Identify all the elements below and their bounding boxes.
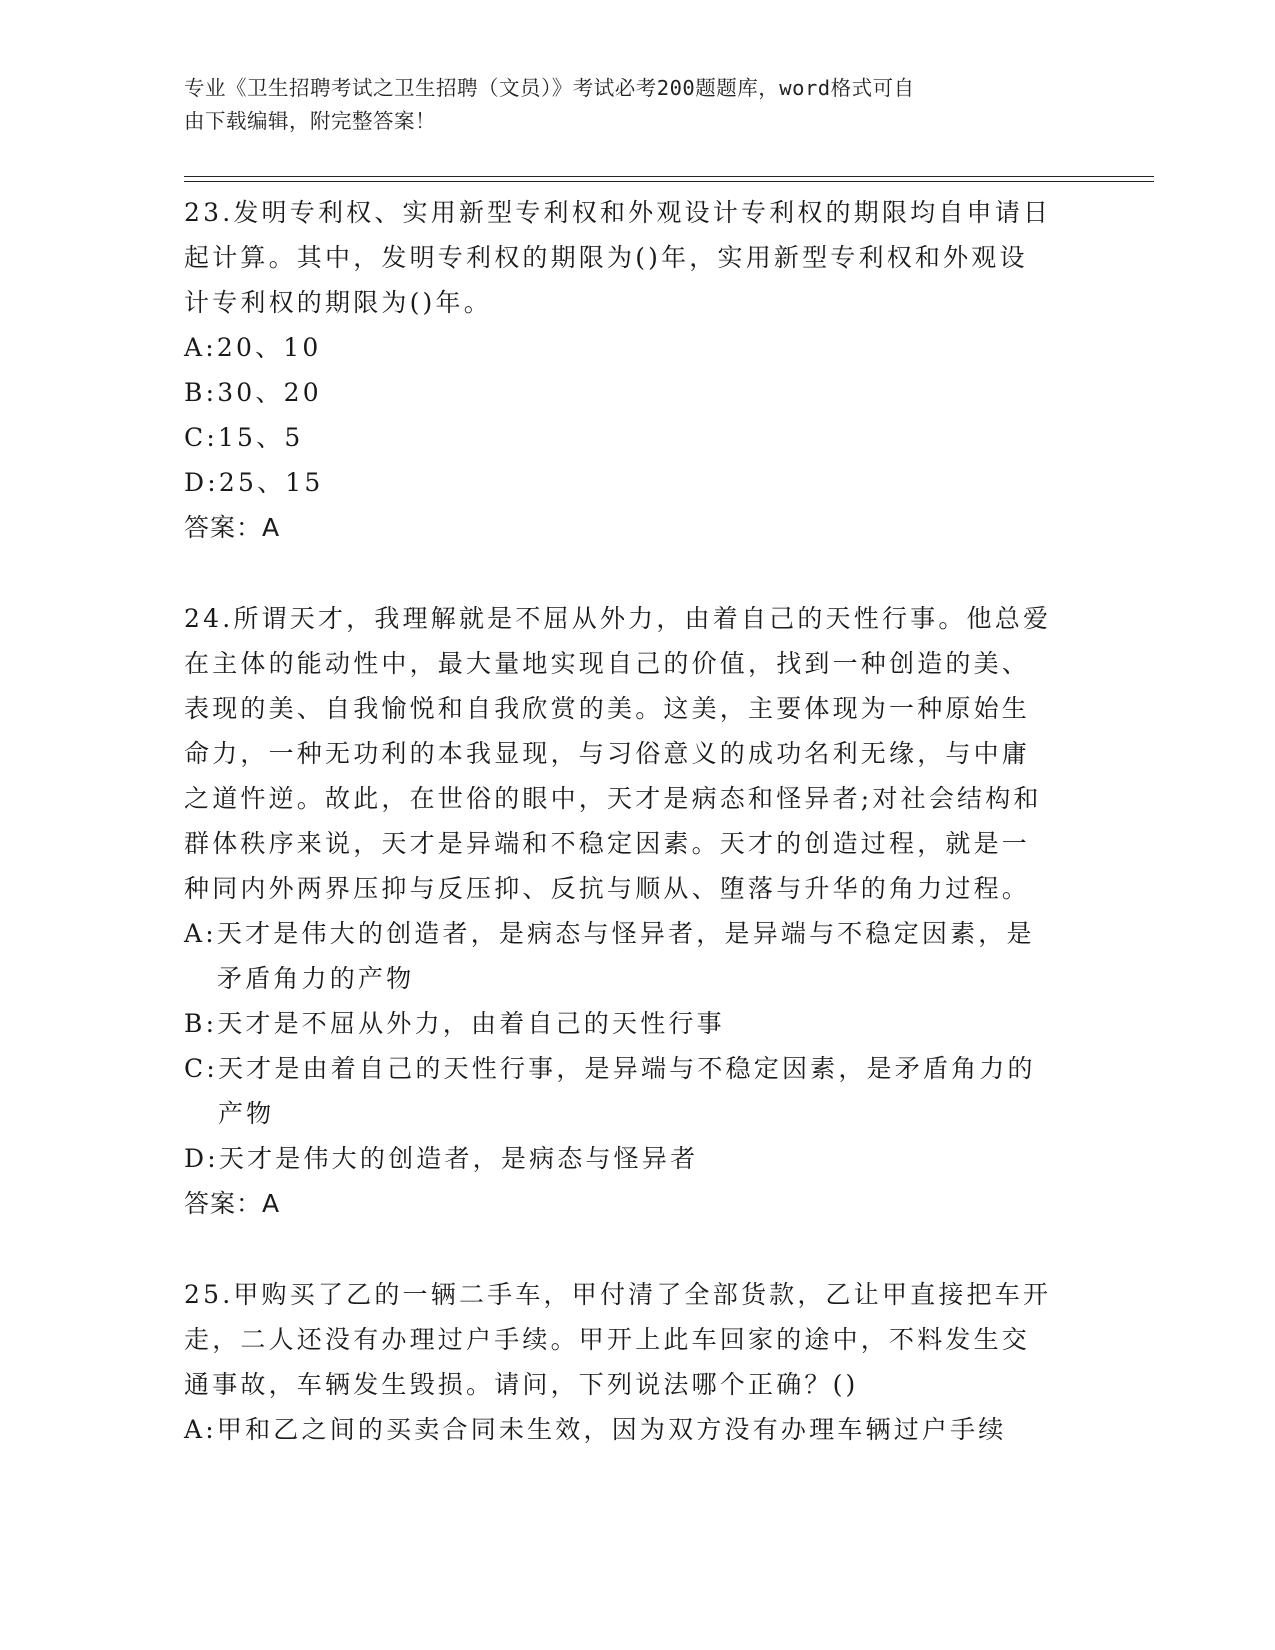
option-label: B: bbox=[184, 1009, 218, 1038]
header-rule-thick bbox=[184, 176, 1154, 177]
option-c bbox=[184, 415, 1054, 460]
header-rule-thin bbox=[184, 181, 1154, 182]
question-text: 24.所谓天才，我理解就是不屈从外力，由着自己的天性行事。他总爱在主体的能动性中，最大量地实现自己的价值，找到一种创造的美、表现的美、自我愉悦和自我欣赏的美。这美，主要体现为一种原始生命力，一种无功利的本我显现，与习俗意义的成功名利无缘，与中庸之道忤逆。故此，在世俗的眼中，天才是病态和怪异者;对社会结构和群体秩序来说，天才是异端和不稳定因素。天才的创造过程，就是一种同内外两界压抑与反压抑、反抗与顺从、堕落与升华的角力过程。 bbox=[184, 604, 1052, 903]
option-b bbox=[184, 370, 1054, 415]
option-text: 天才是伟大的创造者，是病态与怪异者 bbox=[218, 1144, 699, 1173]
option-a bbox=[184, 911, 1054, 1001]
option-text: 天才是伟大的创造者，是病态与怪异者，是异端与不稳定因素，是矛盾角力的产物 bbox=[216, 919, 1035, 993]
option-text: 15、5 bbox=[217, 423, 304, 452]
option-a bbox=[184, 1407, 1054, 1452]
question-23 bbox=[184, 190, 1054, 550]
option-label: A: bbox=[184, 919, 217, 948]
question-list bbox=[184, 190, 1054, 1498]
option-text: 天才是由着自己的天性行事，是异端与不稳定因素，是矛盾角力的产物 bbox=[217, 1054, 1036, 1128]
option-text: 25、15 bbox=[218, 468, 324, 497]
option-label: C: bbox=[184, 423, 218, 452]
option-label: D: bbox=[184, 1144, 219, 1173]
header-line-2: 由下载编辑，附完整答案！ bbox=[184, 109, 436, 133]
question-text: 23.发明专利权、实用新型专利权和外观设计专利权的期限均自申请日起计算。其中，发明专利权的期限为()年，实用新型专利权和外观设计专利权的期限为()年。 bbox=[184, 198, 1052, 317]
option-label: D: bbox=[184, 468, 219, 497]
option-text: 30、20 bbox=[217, 378, 322, 407]
option-text: 20、10 bbox=[216, 333, 322, 362]
option-text: 甲和乙之间的买卖合同未生效，因为双方没有办理车辆过户手续 bbox=[216, 1415, 1007, 1444]
question-24 bbox=[184, 596, 1054, 1226]
answer: 答案：A bbox=[184, 1189, 281, 1218]
option-d bbox=[184, 1136, 1054, 1181]
option-d bbox=[184, 460, 1054, 505]
header-line-1: 专业《卫生招聘考试之卫生招聘（文员）》考试必考200题题库，word格式可自 bbox=[184, 76, 915, 100]
answer: 答案：A bbox=[184, 513, 281, 542]
option-c bbox=[184, 1046, 1054, 1136]
option-label: A: bbox=[184, 1415, 217, 1444]
option-label: C: bbox=[184, 1054, 218, 1083]
option-b bbox=[184, 1001, 1054, 1046]
option-label: B: bbox=[184, 378, 218, 407]
option-text: 天才是不屈从外力，由着自己的天性行事 bbox=[217, 1009, 725, 1038]
option-label: A: bbox=[184, 333, 217, 362]
option-a bbox=[184, 325, 1054, 370]
document-header bbox=[184, 72, 1064, 138]
question-text: 25.甲购买了乙的一辆二手车，甲付清了全部货款，乙让甲直接把车开走，二人还没有办理过户手续。甲开上此车回家的途中，不料发生交通事故，车辆发生毁损。请问，下列说法哪个正确？() bbox=[184, 1280, 1052, 1399]
question-25 bbox=[184, 1272, 1054, 1452]
